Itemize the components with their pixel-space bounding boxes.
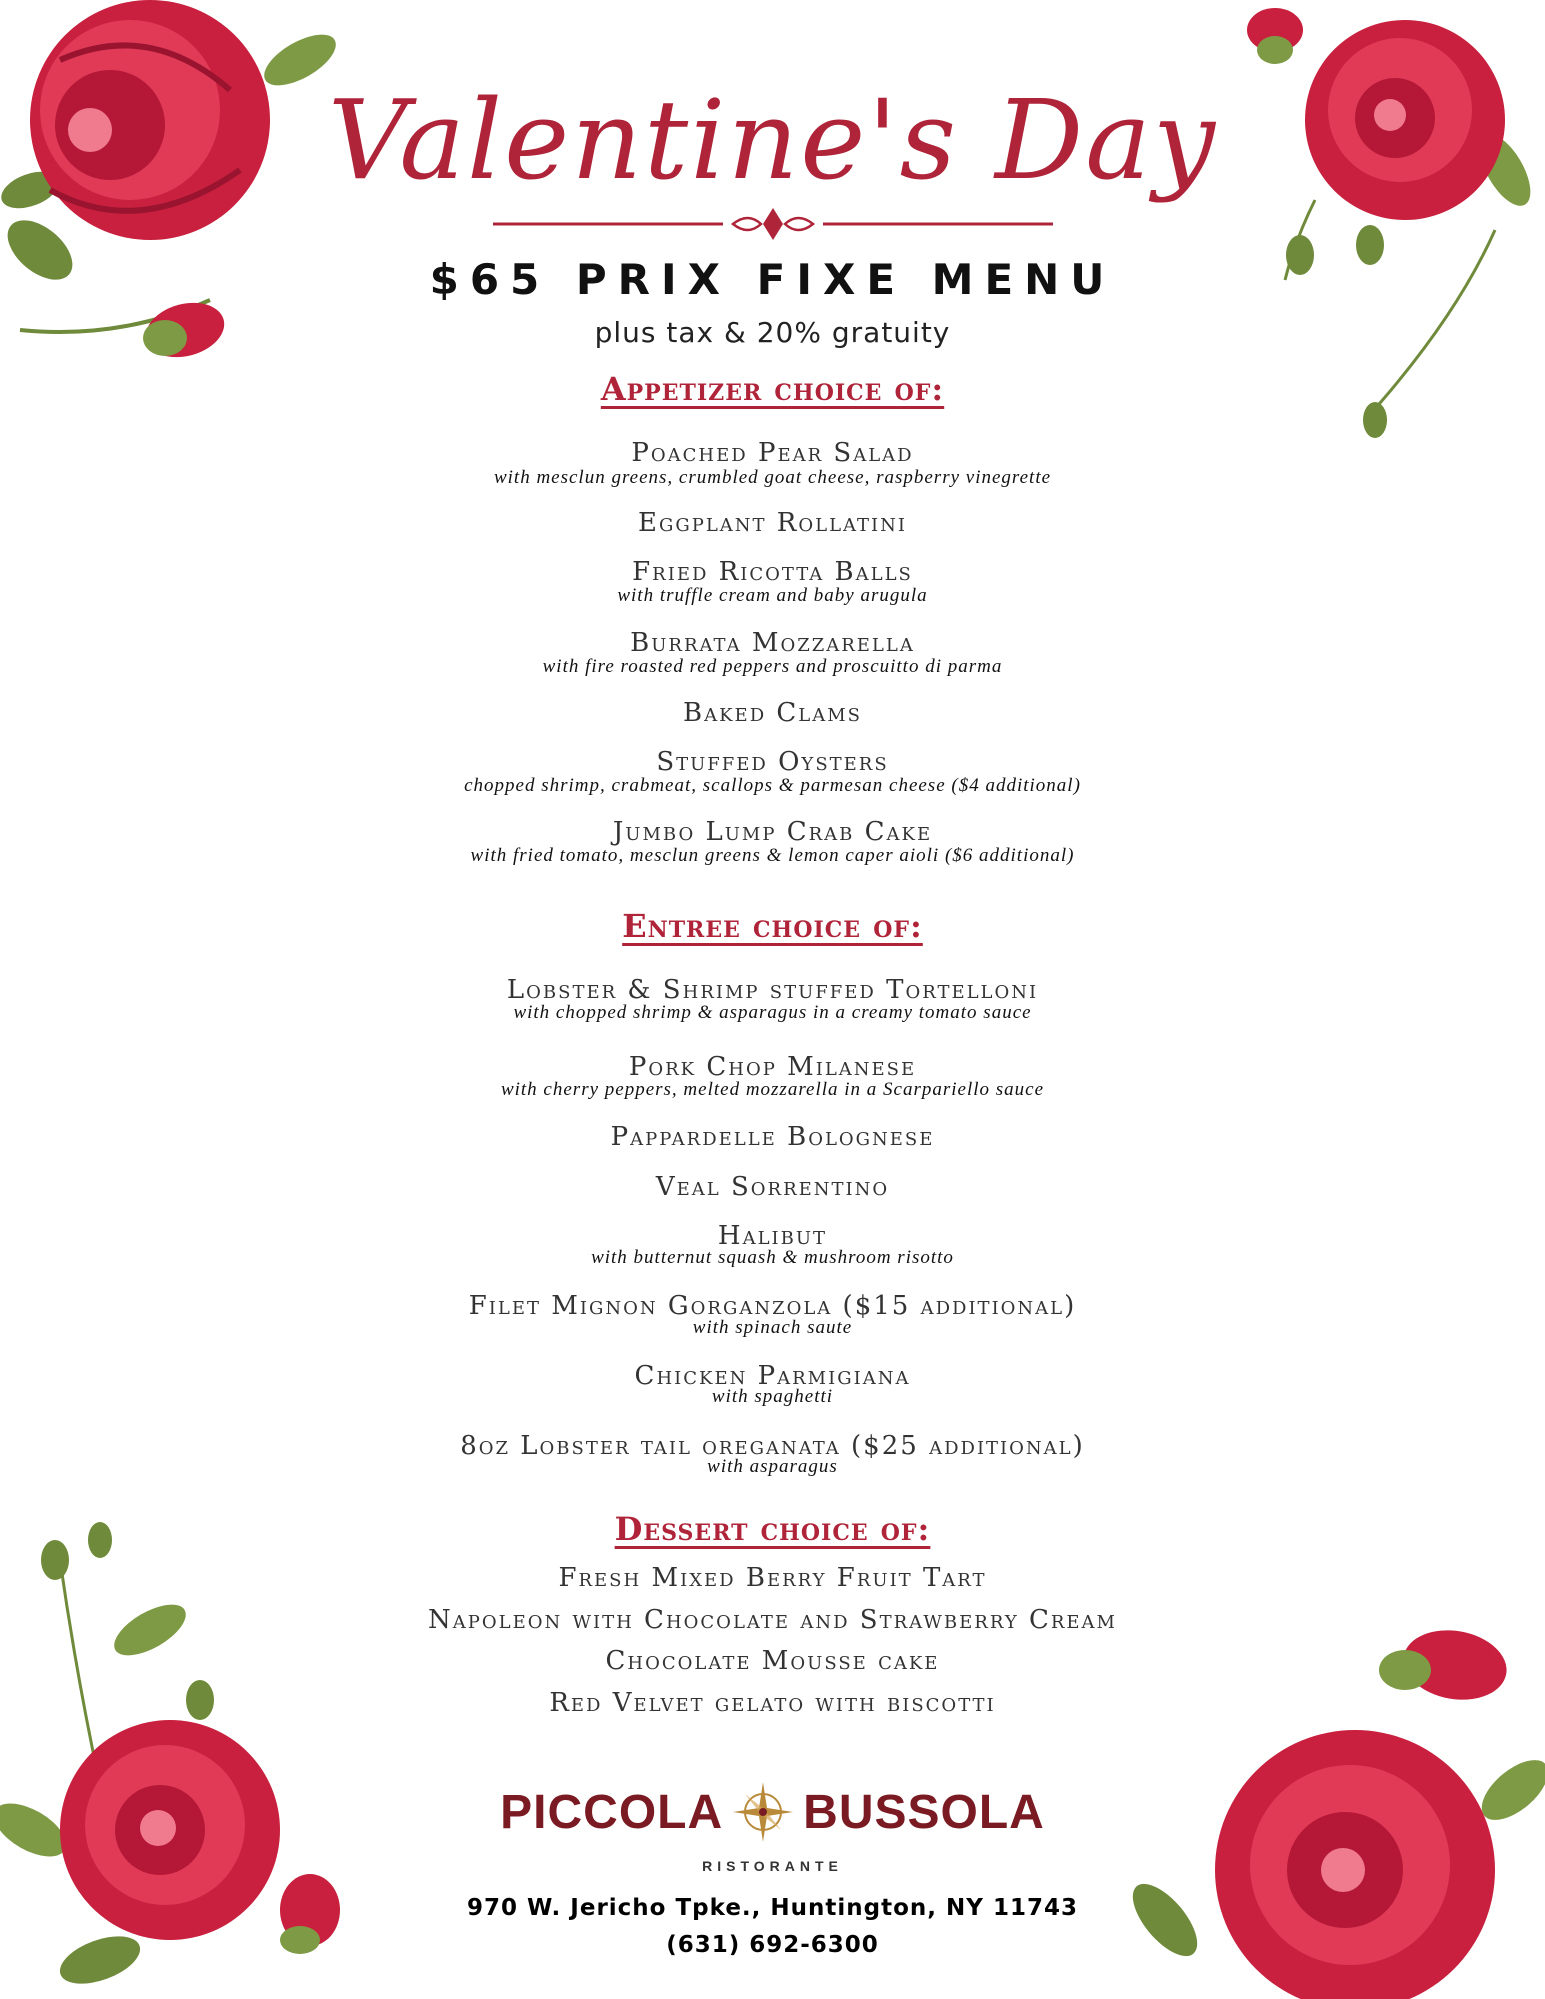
dish-description: with fried tomato, mesclun greens & lemon caper aioli ($6 additional)	[470, 845, 1075, 866]
appetizer-heading: Appetizer choice of:	[600, 370, 945, 408]
dish-name: Pappardelle Bolognese	[610, 1122, 935, 1152]
dish-name: Baked Clams	[683, 698, 862, 728]
dish-description: with asparagus	[707, 1456, 838, 1477]
dish-name: Fried Ricotta Balls	[632, 557, 913, 587]
dish-name: Pork Chop Milanese	[628, 1052, 917, 1082]
dish-name: 8oz Lobster tail oreganata ($25 additional)	[460, 1431, 1085, 1461]
dish-description: with butternut squash & mushroom risotto	[591, 1247, 954, 1268]
dish-description: with mesclun greens, crumbled goat cheese, raspberry vinegrette	[493, 467, 1052, 488]
dish-description: with spaghetti	[711, 1386, 834, 1407]
logo-tagline: RISTORANTE	[702, 1858, 843, 1874]
price-heading: $65 PRIX FIXE MENU	[429, 255, 1116, 304]
dish-name: Jumbo Lump Crab Cake	[612, 817, 933, 847]
compass-icon	[731, 1780, 795, 1844]
dessert-item: Red Velvet gelato with biscotti	[549, 1688, 996, 1718]
dish-description: with truffle cream and baby arugula	[617, 585, 928, 606]
restaurant-logo	[0, 1780, 1545, 1850]
logo-word-right: BUSSOLA	[803, 1785, 1045, 1839]
dish-name: Lobster & Shrimp stuffed Tortelloni	[506, 975, 1039, 1005]
tax-note: plus tax & 20% gratuity	[594, 316, 951, 349]
entree-heading: Entree choice of:	[622, 907, 923, 945]
ornamental-divider	[0, 204, 1545, 244]
dish-name: Veal Sorrentino	[655, 1172, 890, 1202]
dish-description: with cherry peppers, melted mozzarella in a Scarpariello sauce	[500, 1079, 1045, 1100]
dish-name: Burrata Mozzarella	[630, 628, 915, 658]
dish-name: Poached Pear Salad	[631, 438, 914, 468]
dish-description: with fire roasted red peppers and proscuitto di parma	[542, 656, 1003, 677]
dish-name: Stuffed Oysters	[656, 747, 889, 777]
logo-word-left: PICCOLA	[500, 1785, 724, 1839]
page-title: Valentine's Day	[328, 76, 1217, 204]
dessert-heading: Dessert choice of:	[614, 1510, 931, 1548]
dessert-item: Chocolate Mousse cake	[605, 1646, 940, 1676]
dish-name: Halibut	[717, 1221, 828, 1251]
dish-name: Eggplant Rollatini	[637, 508, 908, 538]
dish-name: Chicken Parmigiana	[634, 1361, 911, 1391]
dish-description: chopped shrimp, crabmeat, scallops & parmesan cheese ($4 additional)	[464, 775, 1081, 796]
restaurant-phone: (631) 692-6300	[666, 1932, 879, 1958]
dish-name: Filet Mignon Gorganzola ($15 additional)	[468, 1291, 1077, 1321]
dish-description: with chopped shrimp & asparagus in a creamy tomato sauce	[513, 1002, 1032, 1023]
dessert-item: Fresh Mixed Berry Fruit Tart	[558, 1563, 987, 1593]
restaurant-address: 970 W. Jericho Tpke., Huntington, NY 11743	[467, 1895, 1078, 1921]
dessert-item: Napoleon with Chocolate and Strawberry Cream	[428, 1605, 1117, 1635]
dish-description: with spinach saute	[692, 1317, 853, 1338]
